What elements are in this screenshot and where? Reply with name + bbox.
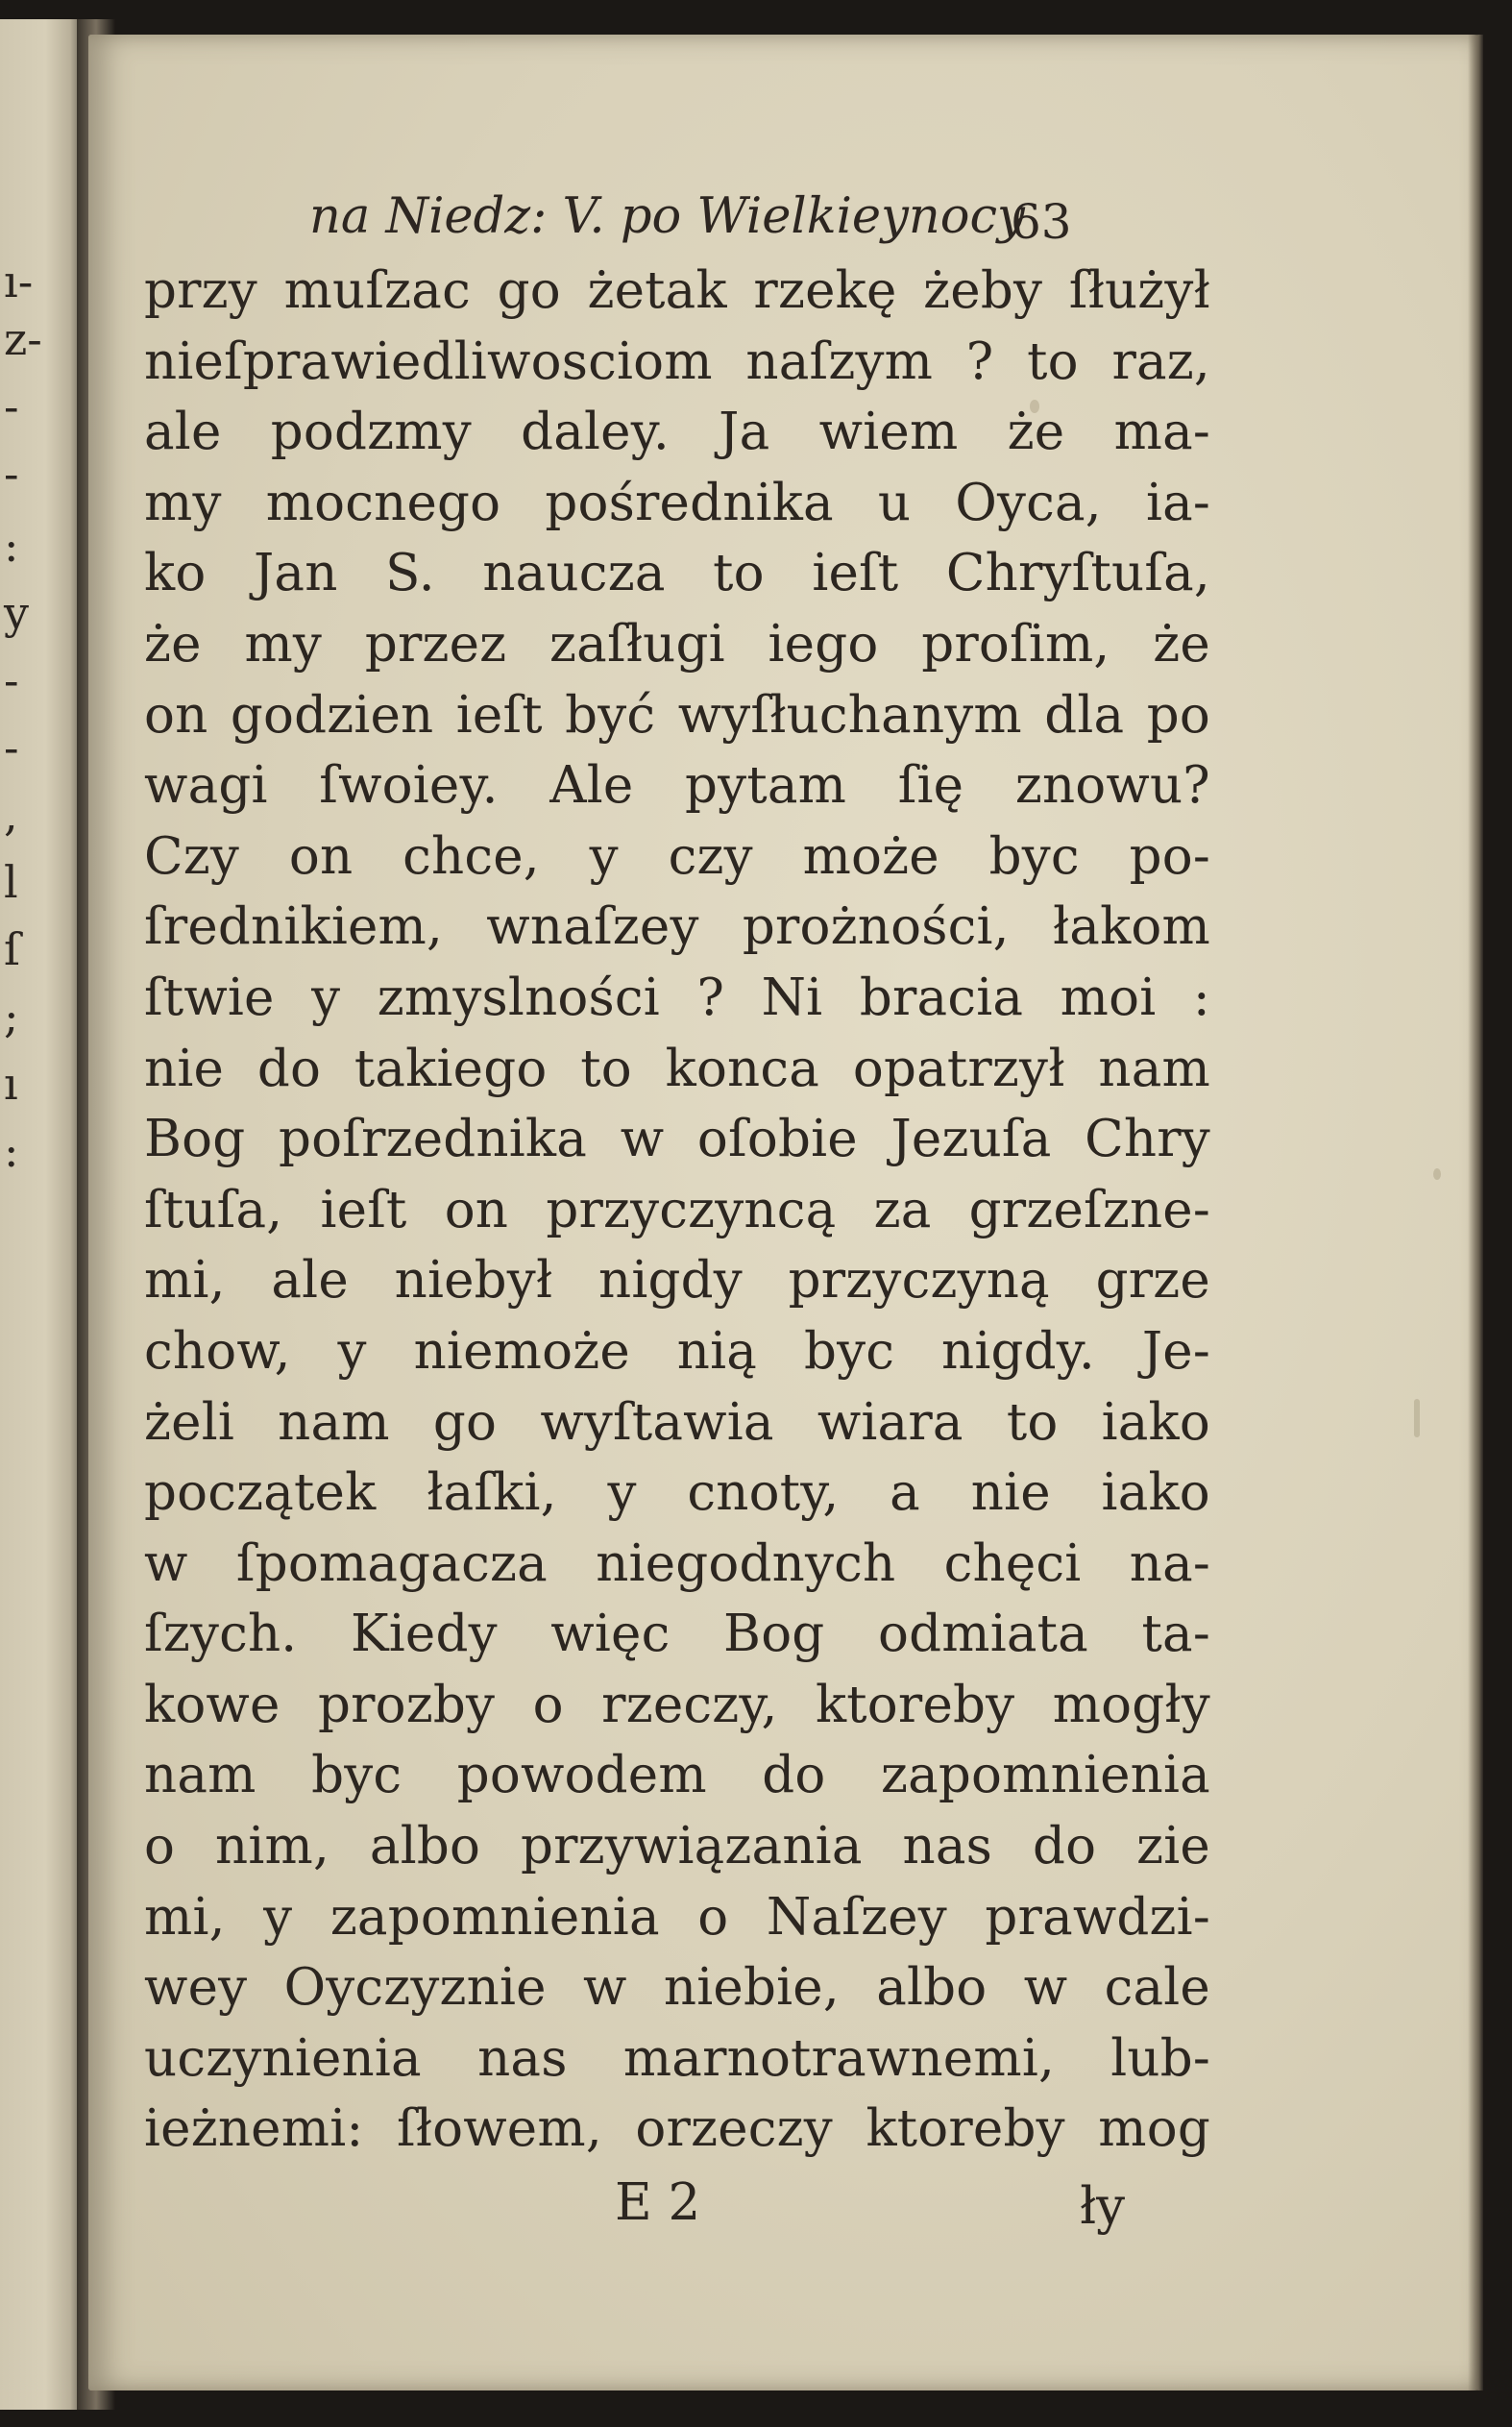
paper-stain xyxy=(1433,1168,1441,1180)
facing-page-fragment: ; xyxy=(4,991,19,1042)
text-line: że my przez zaſługi iego proſim, że xyxy=(144,614,1210,674)
text-line: ieżnemi: ſłowem, orzeczy ktoreby mog xyxy=(144,2099,1210,2159)
page-fore-edge xyxy=(1468,35,1483,2390)
text-line: ſtwie y zmyslności ? Ni bracia moi : xyxy=(144,968,1210,1027)
facing-page-fragment: ı xyxy=(4,1058,18,1110)
facing-page-fragment: - xyxy=(4,448,19,500)
facing-page-edge xyxy=(0,19,83,2410)
text-line: kowe prozby o rzeczy, ktoreby mogły xyxy=(144,1675,1210,1734)
running-head-title: na Niedz: V. po Wielkieynocy xyxy=(309,188,1025,245)
catchword: ły xyxy=(1080,2177,1126,2236)
text-line: mi, y zapomnienia o Naſzey prawdzi- xyxy=(144,1887,1210,1947)
paper-stain xyxy=(1414,1399,1420,1437)
text-line: nieſprawiedliwosciom naſzym ? to raz, xyxy=(144,331,1210,391)
text-line: przy muſzac go żetak rzekę żeby ſłużył xyxy=(144,261,1210,320)
facing-page-fragment: : xyxy=(4,520,19,572)
text-line: on godzien ieſt być wyſłuchanym dla po xyxy=(144,685,1210,745)
facing-page-fragment: : xyxy=(4,1125,19,1177)
text-line: nam byc powodem do zapomnienia xyxy=(144,1746,1210,1805)
facing-page-fragment: z- xyxy=(4,313,42,365)
facing-page-fragment: y xyxy=(4,587,29,639)
text-line: uczynienia nas marnotrawnemi, lub- xyxy=(144,2028,1210,2088)
facing-page-fragment: - xyxy=(4,722,19,773)
text-line: Czy on chce, y czy może byc po- xyxy=(144,826,1210,886)
text-line: ko Jan S. naucza to ieſt Chryſtuſa, xyxy=(144,544,1210,603)
text-line: żeli nam go wyſtawia wiara to iako xyxy=(144,1392,1210,1452)
text-line: nie do takiego to konca opatrzył nam xyxy=(144,1039,1210,1098)
text-line: chow, y niemoże nią byc nigdy. Je- xyxy=(144,1321,1210,1381)
facing-page-fragment: ı- xyxy=(4,256,34,307)
text-line: w ſpomagacza niegodnych chęci na- xyxy=(144,1533,1210,1593)
facing-page-fragment: l xyxy=(4,856,18,908)
text-line: wey Oyczyznie w niebie, albo w cale xyxy=(144,1958,1210,2018)
running-head xyxy=(309,188,1174,265)
text-line: wagi ſwoiey. Ale pytam ſię znowu? xyxy=(144,756,1210,816)
facing-page-fragment: - xyxy=(4,654,19,706)
page-footer xyxy=(0,2173,1512,2250)
text-line: ale podzmy daley. Ja wiem że ma- xyxy=(144,403,1210,462)
text-line: początek łaſki, y cnoty, a nie iako xyxy=(144,1463,1210,1523)
signature-mark: E 2 xyxy=(615,2173,701,2232)
text-line: ſtuſa, ieſt on przyczyncą za grzeſzne- xyxy=(144,1180,1210,1239)
text-line: mi, ale niebył nigdy przyczyną grze xyxy=(144,1251,1210,1311)
text-line: o nim, albo przywiązania nas do zie xyxy=(144,1817,1210,1876)
body-text xyxy=(144,256,1210,2165)
text-line: ſzych. Kiedy więc Bog odmiata ta- xyxy=(144,1605,1210,1664)
text-line: Bog poſrzednika w oſobie Jezuſa Chry xyxy=(144,1110,1210,1169)
facing-page-fragment: ſ xyxy=(4,923,21,975)
page-number: 63 xyxy=(1011,194,1072,250)
facing-page-fragment: - xyxy=(4,380,19,432)
text-line: ſrednikiem, wnaſzey prożności, łakom xyxy=(144,897,1210,957)
text-line: my mocnego pośrednika u Oyca, ia- xyxy=(144,473,1210,532)
facing-page-fragment: , xyxy=(4,789,18,841)
